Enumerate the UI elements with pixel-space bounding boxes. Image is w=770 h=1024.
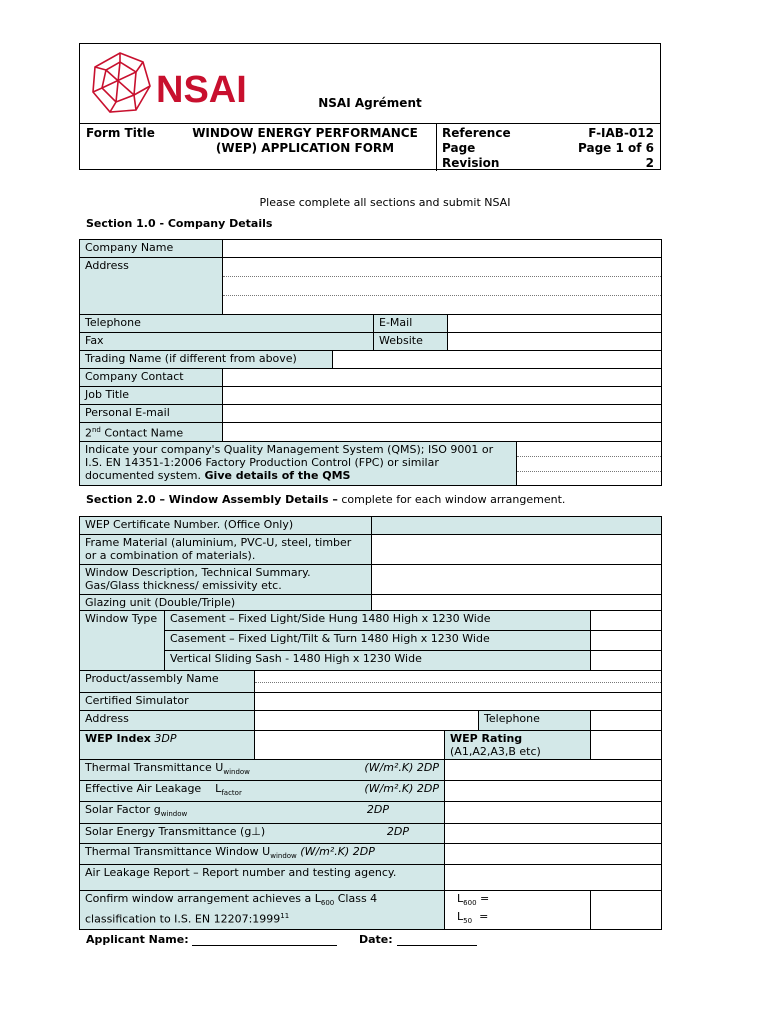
thermal-window-label: Thermal Transmittance Window $U_{window}$ (W/m².K) 2DP (80, 843, 445, 864)
window-type-option-2-input[interactable] (591, 631, 662, 651)
address-input[interactable] (223, 258, 662, 315)
glazing-unit-input[interactable] (372, 595, 662, 611)
air-leakage-label: Effective Air Leakage $L_{factor}$ (W/m².K) 2DP (80, 781, 445, 802)
simulator-address-label: Address (80, 711, 255, 731)
personal-email-label: Personal E-mail (80, 405, 223, 423)
frame-material-input[interactable] (372, 535, 662, 565)
form-title-label: Form Title (86, 126, 155, 140)
window-type-option-1: Casement – Fixed Light/Side Hung 1480 High x 1230 Wide (165, 611, 591, 631)
thermal-u-input[interactable] (445, 760, 662, 781)
telephone-label: Telephone (80, 315, 374, 333)
air-leakage-input[interactable] (445, 781, 662, 802)
logo-text: NSAI (156, 69, 247, 111)
second-contact-label: 2nd Contact Name (80, 423, 223, 442)
intro-text: Please complete all sections and submit NSAI (259, 196, 511, 209)
page-label: Page (442, 141, 476, 155)
email-input[interactable] (448, 315, 662, 333)
solar-factor-label: Solar Factor $g_{window}$ 2DP (80, 802, 445, 823)
window-type-label: Window Type (80, 611, 165, 671)
org-title: NSAI Agrément (318, 96, 422, 110)
address-label: Address (80, 258, 223, 315)
product-name-label: Product/assembly Name (80, 671, 255, 693)
reference-labels (442, 126, 511, 171)
window-desc-input[interactable] (372, 565, 662, 595)
wep-rating-input[interactable] (591, 731, 662, 760)
date-signature (359, 933, 477, 946)
thermal-u-label: Thermal Transmittance $U_{window}$ (W/m².K) 2DP (80, 760, 445, 781)
solar-energy-input[interactable] (445, 823, 662, 843)
reference-value: F-IAB-012 (588, 126, 654, 140)
revision-value: 2 (645, 156, 654, 170)
simulator-telephone-label: Telephone (479, 711, 591, 731)
product-name-input[interactable] (255, 671, 662, 693)
l50-value: $L_{50}$ = (457, 909, 489, 926)
wep-rating-label: WEP Rating (A1,A2,A3,B etc) (445, 731, 591, 760)
wep-cert-label: WEP Certificate Number. (Office Only) (80, 517, 372, 535)
window-type-option-3: Vertical Sliding Sash - 1480 High x 1230 Wide (165, 651, 591, 671)
applicant-name-label: Applicant Name: (86, 933, 189, 946)
header-divider (80, 123, 660, 124)
form-title (175, 126, 435, 156)
air-report-label: Air Leakage Report – Report number and testing agency. (80, 864, 445, 890)
website-input[interactable] (448, 333, 662, 351)
confirm-class-label: Confirm window arrangement achieves a $L_{600}$ Class 4 classification to I.S. EN 12207:1999$^{11}$ (80, 890, 445, 929)
trading-name-input[interactable] (333, 351, 662, 369)
date-input[interactable] (397, 945, 477, 946)
job-title-label: Job Title (80, 387, 223, 405)
qms-input[interactable] (517, 441, 662, 485)
job-title-input[interactable] (223, 387, 662, 405)
solar-energy-label: Solar Energy Transmittance (g⊥) 2DP (80, 823, 445, 843)
form-header (79, 43, 661, 170)
window-desc-label: Window Description, Technical Summary. Gas/Glass thickness/ emissivity etc. (80, 565, 372, 595)
company-contact-label: Company Contact (80, 369, 223, 387)
frame-material-label: Frame Material (aluminium, PVC-U, steel, timber or a combination of materials). (80, 535, 372, 565)
air-report-input[interactable] (445, 864, 662, 890)
simulator-address-input[interactable] (255, 711, 479, 731)
fax-label: Fax (80, 333, 374, 351)
confirm-class-values[interactable] (445, 890, 591, 929)
window-type-option-1-input[interactable] (591, 611, 662, 631)
form-title-line1: WINDOW ENERGY PERFORMANCE (192, 126, 418, 140)
personal-email-input[interactable] (223, 405, 662, 423)
section2-title: Section 2.0 – Window Assembly Details – complete for each window arrangement. (86, 493, 566, 506)
reference-label: Reference (442, 126, 511, 140)
confirm-class-extra[interactable] (591, 890, 662, 929)
page-value: Page 1 of 6 (578, 141, 654, 155)
l600-value: $L_{600}$ = (457, 891, 490, 907)
window-type-option-3-input[interactable] (591, 651, 662, 671)
company-name-input[interactable] (223, 240, 662, 258)
thermal-window-input[interactable] (445, 843, 662, 864)
section1-title: Section 1.0 - Company Details (86, 217, 273, 230)
company-contact-input[interactable] (223, 369, 662, 387)
simulator-telephone-input[interactable] (591, 711, 662, 731)
qms-label: Indicate your company's Quality Management System (QMS); ISO 9001 or I.S. EN 14351-1:2006 Factory Production Control (FPC) or similar documented system. Give details of the QMS (80, 441, 517, 485)
email-label: E-Mail (374, 315, 448, 333)
revision-label: Revision (442, 156, 500, 170)
certified-simulator-input[interactable] (255, 693, 662, 711)
date-label: Date: (359, 933, 393, 946)
form-title-line2: (WEP) APPLICATION FORM (215, 141, 395, 155)
company-name-label: Company Name (80, 240, 223, 258)
wep-index-input[interactable] (255, 731, 445, 760)
window-type-option-2: Casement – Fixed Light/Tilt & Turn 1480 High x 1230 Wide (165, 631, 591, 651)
second-contact-input[interactable] (223, 423, 662, 442)
window-assembly-table (79, 516, 662, 930)
solar-factor-input[interactable] (445, 802, 662, 823)
header-divider-v (436, 123, 437, 171)
applicant-name-input[interactable] (192, 945, 337, 946)
company-details-table (79, 239, 662, 486)
certified-simulator-label: Certified Simulator (80, 693, 255, 711)
applicant-signature (86, 933, 337, 946)
glazing-unit-label: Glazing unit (Double/Triple) (80, 595, 372, 611)
trading-name-label: Trading Name (if different from above) (80, 351, 333, 369)
website-label: Website (374, 333, 448, 351)
wep-cert-input (372, 517, 662, 535)
reference-values (578, 126, 654, 171)
wep-index-label: WEP Index 3DP (80, 731, 255, 760)
